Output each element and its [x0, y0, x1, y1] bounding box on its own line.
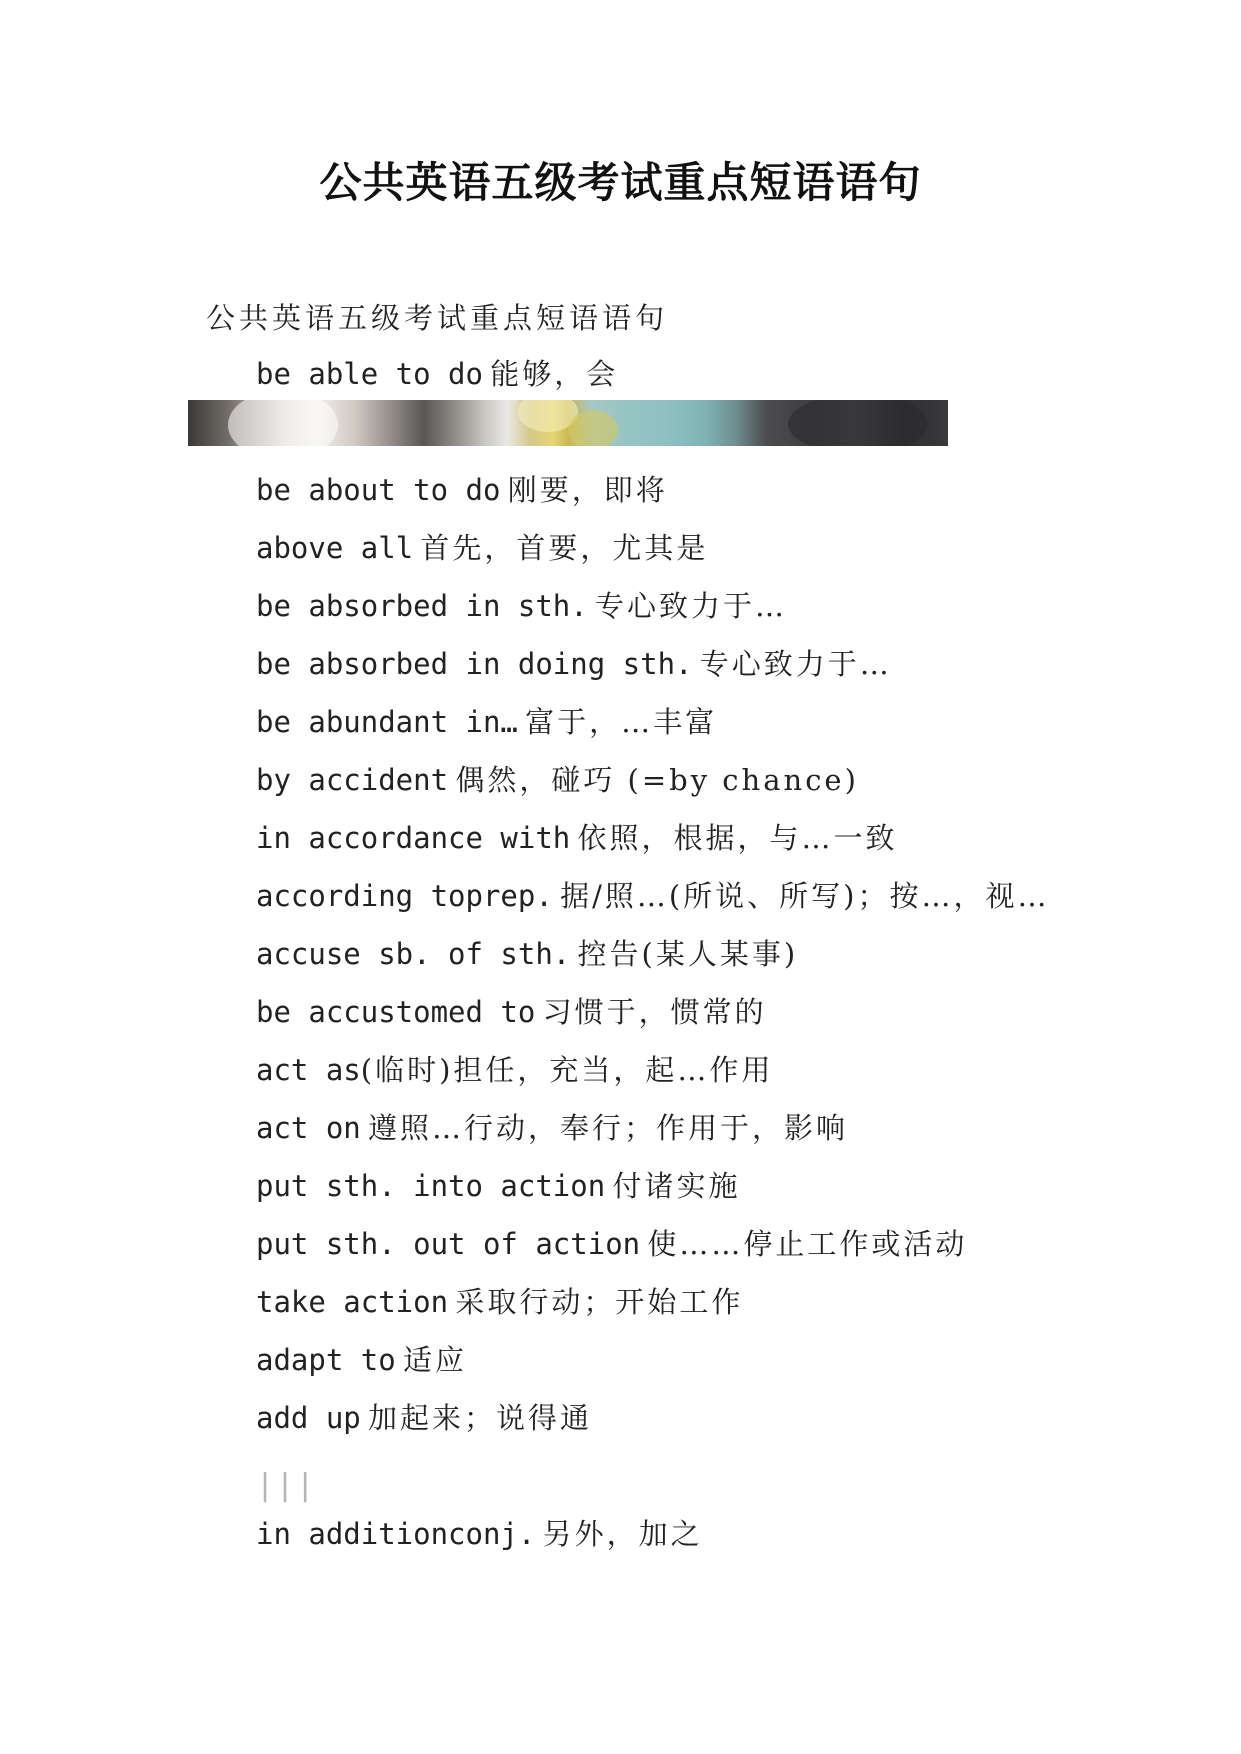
phrase-entry: [256, 990, 767, 1031]
phrase-entry: [256, 758, 859, 799]
phrase-english: be about to do: [256, 473, 501, 507]
phrase-chinese: 另外，加之: [542, 1517, 703, 1551]
phrase-entry: [256, 1106, 848, 1147]
phrase-entry: [256, 1512, 703, 1553]
phrase-entry: [256, 1396, 592, 1437]
phrase-english: act as: [256, 1053, 361, 1087]
phrase-chinese: 依照，根据，与…一致: [577, 821, 898, 855]
phrase-entry: [256, 700, 717, 741]
phrase-english: be absorbed in sth.: [256, 589, 588, 623]
phrase-chinese: 据/照…(所说、所写)；按…，视…: [560, 879, 1050, 913]
phrase-english: add up: [256, 1401, 361, 1435]
phrase-chinese: 加起来；说得通: [368, 1401, 593, 1435]
phrase-chinese: 付诸实施: [612, 1169, 741, 1203]
phrase-chinese: (临时)担任，充当，起…作用: [360, 1053, 774, 1087]
phrase-chinese: 适应: [402, 1343, 467, 1377]
phrase-english: by accident: [256, 763, 449, 797]
phrase-entry: [256, 642, 892, 683]
phrase-english: according toprep.: [256, 879, 553, 913]
phrase-entry: [256, 584, 787, 625]
phrase-entry: [256, 1280, 743, 1321]
phrase-chinese: 专心致力于…: [594, 589, 787, 623]
phrase-chinese: 遵照…行动，奉行；作用于，影响: [368, 1111, 849, 1145]
phrase-chinese: 富于，…丰富: [525, 705, 718, 739]
phrase-english: adapt to: [256, 1343, 396, 1377]
phrase-entry: [256, 1338, 467, 1379]
phrase-entry: [256, 816, 898, 857]
phrase-english: accuse sb. of sth.: [256, 937, 571, 971]
phrase-english: be abundant in…: [256, 705, 518, 739]
phrase-entry: [256, 468, 668, 509]
phrase-entry: [256, 932, 798, 973]
phrase-english: put sth. out of action: [256, 1227, 641, 1261]
phrase-english: above all: [256, 531, 414, 565]
phrase-english: be accustomed to: [256, 995, 536, 1029]
separator-marks: |||: [256, 1468, 317, 1503]
phrase-chinese: 控告(某人某事): [577, 937, 799, 971]
phrase-entry: [256, 526, 708, 567]
phrase-english: take action: [256, 1285, 449, 1319]
phrase-chinese: 偶然，碰巧 (=by chance): [455, 763, 859, 797]
phrase-entry: [256, 1222, 967, 1263]
phrase-english: put sth. into action: [256, 1169, 606, 1203]
phrase-entry: [256, 1164, 740, 1205]
phrase-chinese: 刚要，即将: [507, 473, 668, 507]
phrase-chinese: 使……停止工作或活动: [647, 1227, 968, 1261]
phrase-english: be able to do: [256, 357, 483, 391]
phrase-chinese: 采取行动；开始工作: [455, 1285, 744, 1319]
phrase-english: in additionconj.: [256, 1517, 536, 1551]
phrase-chinese: 能够，会: [490, 357, 619, 391]
phrase-chinese: 专心致力于…: [699, 647, 892, 681]
phrase-english: be absorbed in doing sth.: [256, 647, 693, 681]
phrase-chinese: 首先，首要，尤其是: [420, 531, 709, 565]
phrase-entry: [256, 874, 1049, 915]
phrase-english: in accordance with: [256, 821, 571, 855]
phrase-english: act on: [256, 1111, 361, 1145]
phrase-chinese: 习惯于，惯常的: [542, 995, 767, 1029]
phrase-entry: [256, 1048, 773, 1089]
document-title: 公共英语五级考试重点短语语句: [319, 158, 922, 207]
banner-image: [188, 400, 948, 446]
document-subtitle: 公共英语五级考试重点短语语句: [206, 301, 669, 335]
phrase-entry: [256, 352, 618, 393]
